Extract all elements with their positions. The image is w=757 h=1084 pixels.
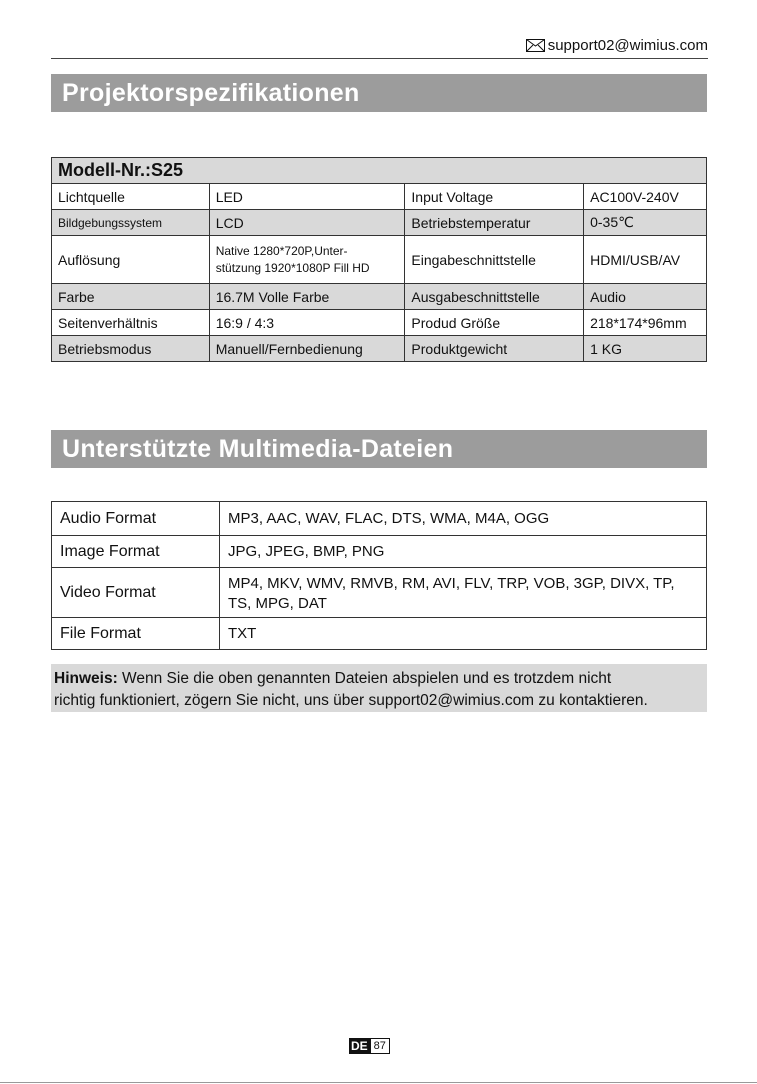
spec-key: Produktgewicht <box>405 336 584 362</box>
email-text[interactable]: support02@wimius.com <box>547 37 708 54</box>
note-line-1: Wenn Sie die oben genannten Dateien abspielen und es trotzdem nicht <box>117 670 612 687</box>
video-format-line-1: MP4, MKV, WMV, RMVB, RM, AVI, FLV, TRP, VOB, 3GP, DIVX, TP, <box>228 574 675 592</box>
spec-key: Bildgebungssystem <box>52 210 210 236</box>
media-label: Video Format <box>52 568 220 618</box>
spec-value: LED <box>209 184 405 210</box>
envelope-icon <box>526 39 545 52</box>
media-label: Image Format <box>52 536 220 568</box>
spec-row <box>52 336 707 362</box>
spec-value: 1 KG <box>584 336 707 362</box>
note-box <box>51 664 707 712</box>
page-number-value: 87 <box>370 1038 390 1054</box>
header-divider <box>51 58 708 59</box>
spec-row <box>52 284 707 310</box>
spec-table <box>51 157 707 362</box>
spec-key: Seitenverhältnis <box>52 310 210 336</box>
spec-key: Input Voltage <box>405 184 584 210</box>
spec-row <box>52 210 707 236</box>
media-row <box>52 568 707 618</box>
spec-value: HDMI/USB/AV <box>584 236 707 284</box>
spec-key: Auflösung <box>52 236 210 284</box>
spec-value: 218*174*96mm <box>584 310 707 336</box>
spec-value: 0-35℃ <box>584 210 707 236</box>
spec-key: Betriebstemperatur <box>405 210 584 236</box>
spec-value: 16.7M Volle Farbe <box>209 284 405 310</box>
resolution-line-1: Native 1280*720P,Unter- <box>215 243 348 258</box>
video-format-line-2: TS, MPG, DAT <box>228 594 327 612</box>
spec-model-row <box>52 158 707 184</box>
spec-key: Lichtquelle <box>52 184 210 210</box>
spec-row <box>52 310 707 336</box>
spec-value: LCD <box>209 210 405 236</box>
media-value <box>220 568 707 618</box>
media-value: MP3, AAC, WAV, FLAC, DTS, WMA, M4A, OGG <box>220 502 707 536</box>
page-header <box>51 37 708 57</box>
media-row <box>52 502 707 536</box>
note-label: Hinweis: <box>54 670 118 687</box>
resolution-line-2: stützung 1920*1080P Fill HD <box>215 260 370 275</box>
language-badge: DE <box>351 1039 368 1053</box>
spec-key: Farbe <box>52 284 210 310</box>
media-label: Audio Format <box>52 502 220 536</box>
contact-email <box>526 37 708 54</box>
media-label: File Format <box>52 618 220 650</box>
page-number <box>349 1038 390 1054</box>
spec-value: AC100V-240V <box>584 184 707 210</box>
model-number: Modell-Nr.:S25 <box>52 158 707 184</box>
media-row <box>52 536 707 568</box>
media-table <box>51 501 707 650</box>
section-title-media: Unterstützte Multimedia-Dateien <box>51 430 707 468</box>
spec-value: Audio <box>584 284 707 310</box>
spec-key: Ausgabeschnittstelle <box>405 284 584 310</box>
spec-key: Betriebsmodus <box>52 336 210 362</box>
media-row <box>52 618 707 650</box>
spec-key: Eingabeschnittstelle <box>405 236 584 284</box>
spec-key: Produd Größe <box>405 310 584 336</box>
media-value: TXT <box>220 618 707 650</box>
media-value: JPG, JPEG, BMP, PNG <box>220 536 707 568</box>
section-title-specs: Projektorspezifikationen <box>51 74 707 112</box>
note-line-2: richtig funktioniert, zögern Sie nicht, uns über support02@wimius.com zu kontaktieren. <box>54 692 648 709</box>
spec-row <box>52 236 707 284</box>
spec-row <box>52 184 707 210</box>
bottom-divider <box>0 1082 757 1083</box>
spec-value: 16:9 / 4:3 <box>209 310 405 336</box>
spec-value <box>209 236 405 284</box>
spec-value: Manuell/Fernbedienung <box>209 336 405 362</box>
